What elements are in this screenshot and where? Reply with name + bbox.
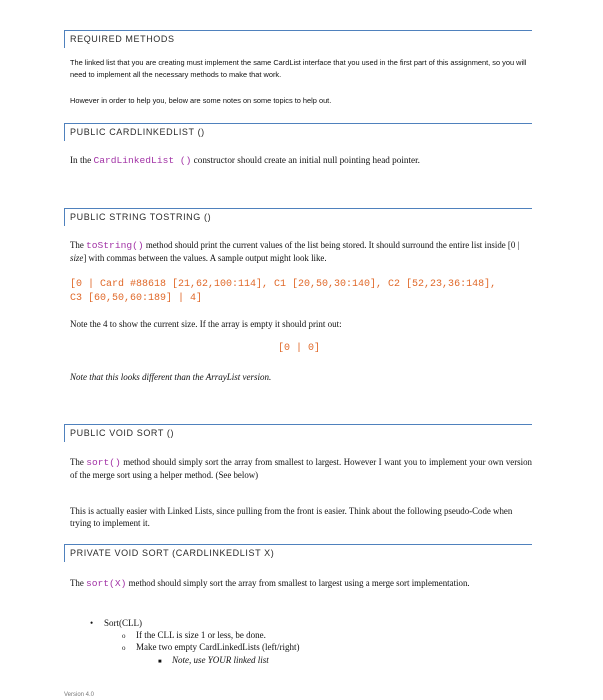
sample-output bbox=[70, 278, 496, 306]
heading-text: REQUIRED METHODS bbox=[70, 34, 175, 44]
heading-text: PRIVATE VOID SORT (CARDLINKEDLIST X) bbox=[70, 548, 275, 558]
heading-text: PUBLIC CARDLINKEDLIST () bbox=[70, 127, 205, 137]
heading-text: PUBLIC VOID SORT () bbox=[70, 428, 175, 438]
required-paragraph-1: The linked list that you are creating must implement the same CardList interface that you used in the first part of this assignment, so you will need to implement all the necessary methods to make that work. bbox=[70, 58, 527, 79]
bullet-level-1: • Sort(CLL) bbox=[90, 618, 142, 628]
code-constructor: CardLinkedList () bbox=[93, 155, 192, 166]
code-sort: sort() bbox=[86, 457, 121, 468]
sort-paragraph-2: This is actually easier with Linked Lists, since pulling from the front is easier. Think about the following pseudo-Code when trying to implement it. bbox=[70, 506, 513, 529]
section-heading-sort bbox=[64, 424, 532, 442]
sort-paragraph: The sort() method should simply sort the array from smallest to largest. However I want you to implement your own version of the merge sort using a helper method. (See below) bbox=[70, 457, 532, 481]
required-paragraph-2: However in order to help you, below are some notes on some topics to help out. bbox=[70, 96, 332, 105]
tostring-italic-note: Note that this looks different than the ArrayList version. bbox=[70, 372, 272, 382]
bullet-level-2-a: o If the CLL is size 1 or less, be done. bbox=[122, 630, 266, 640]
section-heading-tostring bbox=[64, 208, 532, 226]
sample-output-line-1: [0 | Card #88618 [21,62,100:114], C1 [20,50,30:140], C2 [52,23,36:148], bbox=[70, 279, 497, 290]
tostring-note: Note the 4 to show the current size. If the array is empty it should print out: bbox=[70, 319, 342, 329]
empty-output: [0 | 0] bbox=[278, 343, 321, 354]
code-sort-x: sort(X) bbox=[86, 578, 127, 589]
section-heading-constructor bbox=[64, 123, 532, 141]
version-footer: Version 4.0 bbox=[64, 692, 95, 698]
bullet-circle-icon: o bbox=[122, 644, 126, 652]
section-heading-required-methods bbox=[64, 30, 532, 48]
code-tostring: toString() bbox=[86, 240, 144, 251]
tostring-paragraph: The toString() method should print the current values of the list being stored. It should surround the entire list inside [0 | size] with commas between the values. A sample output might look like. bbox=[70, 240, 520, 264]
bullet-level-2-b: o Make two empty CardLinkedLists (left/right) bbox=[122, 642, 300, 652]
section-heading-private-sort bbox=[64, 544, 532, 562]
bullet-circle-icon: o bbox=[122, 632, 126, 640]
heading-text: PUBLIC STRING TOSTRING () bbox=[70, 212, 212, 222]
bullet-level-3: ■ Note, use YOUR linked list bbox=[158, 655, 269, 665]
sample-output-line-2: C3 [60,50,60:189] | 4] bbox=[70, 293, 203, 304]
constructor-paragraph: In the CardLinkedList () constructor should create an initial null pointing head pointer. bbox=[70, 155, 420, 166]
bullet-square-icon: ■ bbox=[158, 659, 162, 665]
bullet-dot-icon: • bbox=[90, 618, 94, 628]
private-sort-paragraph: The sort(X) method should simply sort the array from smallest to largest using a merge sort implementation. bbox=[70, 578, 470, 589]
